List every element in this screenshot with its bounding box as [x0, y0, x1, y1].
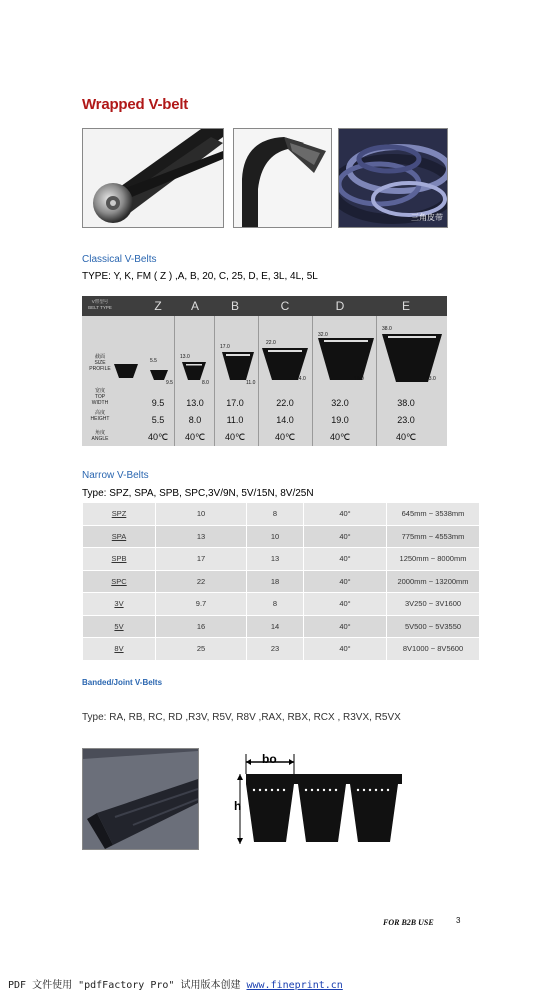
- pulley-belt-photo: [82, 128, 224, 228]
- table-row: [83, 593, 480, 616]
- banded-type-line: Type: RA, RB, RC, RD ,R3V, R5V, R8V ,RAX, RBX, RCX , R3VX, R5VX: [82, 712, 401, 723]
- top-width-c: 22.0: [276, 398, 294, 408]
- table-cell: 3V250 ~ 3V1600: [387, 593, 480, 616]
- photo-caption: 三角皮带: [411, 213, 443, 222]
- top-width-z: 9.5: [151, 398, 165, 408]
- table-cell: 40°: [304, 638, 387, 661]
- diag-top-b: 17.0: [220, 344, 230, 350]
- angle-z: 40℃: [147, 432, 169, 442]
- diag-side-e: 23.0: [426, 376, 436, 382]
- column-a: A: [190, 299, 199, 313]
- diag-top-z: 5.5: [150, 358, 157, 364]
- column-d: D: [335, 299, 345, 313]
- bo-label: bo: [262, 752, 277, 766]
- top-width-b: 17.0: [226, 398, 244, 408]
- pdf-notice: [8, 976, 343, 991]
- diag-side-d: 19.0: [354, 376, 364, 382]
- table-cell: 10: [156, 503, 247, 526]
- table-cell: 1250mm ~ 8000mm: [387, 548, 480, 571]
- table-cell: 8: [247, 503, 304, 526]
- table-cell: 645mm ~ 3538mm: [387, 503, 480, 526]
- table-row: [83, 548, 480, 571]
- table-cell: 5V: [83, 615, 156, 638]
- row-label-height: 高度 HEIGHT: [90, 410, 110, 422]
- pdf-notice-text: PDF 文件使用 "pdfFactory Pro" 试用版本创建: [8, 980, 247, 991]
- table-row: [83, 570, 480, 593]
- table-row: [83, 638, 480, 661]
- table-row: [83, 503, 480, 526]
- height-z: 5.5: [151, 415, 165, 425]
- banded-belt-photo: [82, 748, 199, 850]
- diag-top-d: 32.0: [318, 332, 328, 338]
- table-cell: SPA: [83, 525, 156, 548]
- top-width-a: 13.0: [186, 398, 204, 408]
- angle-a: 40℃: [184, 432, 206, 442]
- table-cell: 2000mm ~ 13200mm: [387, 570, 480, 593]
- table-cell: 8V1000 ~ 8V5600: [387, 638, 480, 661]
- table-cell: 40°: [304, 570, 387, 593]
- table-row: [83, 525, 480, 548]
- table-cell: SPC: [83, 570, 156, 593]
- column-e: E: [401, 299, 410, 313]
- diag-side-c: 14.0: [296, 376, 306, 382]
- classical-type-line: TYPE: Y, K, FM ( Z ) ,A, B, 20, C, 25, D, E, 3L, 4L, 5L: [82, 271, 318, 282]
- table-cell: 8: [247, 593, 304, 616]
- table-cell: 40°: [304, 548, 387, 571]
- diag-top-a: 13.0: [180, 354, 190, 360]
- h-label: h: [234, 799, 242, 813]
- narrow-table: [82, 502, 480, 661]
- pdf-notice-link[interactable]: www.fineprint.cn: [246, 980, 343, 991]
- table-cell: SPZ: [83, 503, 156, 526]
- belt-cross-section-illustration: [234, 129, 331, 227]
- table-cell: 9.7: [156, 593, 247, 616]
- angle-c: 40℃: [274, 432, 296, 442]
- top-width-e: 38.0: [397, 398, 415, 408]
- belt-type-header: V带型号 BELT TYPE: [88, 299, 112, 310]
- table-cell: 40°: [304, 503, 387, 526]
- diag-side-z: 9.5: [166, 380, 173, 386]
- table-cell: 18: [247, 570, 304, 593]
- table-cell: 40°: [304, 615, 387, 638]
- pulley-belt-illustration: [83, 129, 223, 227]
- banded-heading: Banded/Joint V-Belts: [82, 678, 163, 687]
- table-cell: 8V: [83, 638, 156, 661]
- table-cell: 14: [247, 615, 304, 638]
- table-cell: 40°: [304, 593, 387, 616]
- table-cell: 17: [156, 548, 247, 571]
- banded-belt-illustration: [83, 749, 198, 849]
- table-cell: 22: [156, 570, 247, 593]
- diag-top-c: 22.0: [266, 340, 276, 346]
- angle-b: 40℃: [224, 432, 246, 442]
- table-cell: 13: [156, 525, 247, 548]
- table-cell: 13: [247, 548, 304, 571]
- table-cell: 3V: [83, 593, 156, 616]
- diag-top-e: 38.0: [382, 326, 392, 332]
- footer-text: FOR B2B USE: [383, 918, 434, 927]
- row-label-size: 截面 SIZE PROFILE: [89, 354, 111, 372]
- table-row: [83, 615, 480, 638]
- table-cell: 10: [247, 525, 304, 548]
- banded-profile-diagram: [234, 752, 406, 848]
- table-cell: SPB: [83, 548, 156, 571]
- column-b: B: [230, 299, 239, 313]
- column-c: C: [280, 299, 290, 313]
- row-label-angle: 角度 ANGLE: [91, 430, 109, 442]
- angle-e: 40℃: [395, 432, 417, 442]
- table-cell: 16: [156, 615, 247, 638]
- diag-side-b: 11.0: [246, 380, 256, 386]
- belts-stack-photo: [338, 128, 448, 228]
- angle-d: 40℃: [329, 432, 351, 442]
- height-c: 14.0: [276, 415, 294, 425]
- belt-section-photo: [233, 128, 332, 228]
- classical-heading: Classical V-Belts: [82, 254, 157, 265]
- table-cell: 23: [247, 638, 304, 661]
- page-number: 3: [456, 916, 461, 925]
- column-z: Z: [154, 299, 162, 313]
- table-cell: 5V500 ~ 5V3550: [387, 615, 480, 638]
- table-cell: 775mm ~ 4553mm: [387, 525, 480, 548]
- page-title: Wrapped V-belt: [82, 96, 189, 113]
- height-e: 23.0: [397, 415, 415, 425]
- narrow-type-line: Type: SPZ, SPA, SPB, SPC,3V/9N, 5V/15N, 8V/25N: [82, 488, 314, 499]
- height-d: 19.0: [331, 415, 349, 425]
- row-label-width: 宽度 TOP WIDTH: [91, 388, 109, 406]
- top-width-d: 32.0: [331, 398, 349, 408]
- classical-table: [82, 296, 447, 446]
- narrow-heading: Narrow V-Belts: [82, 470, 149, 481]
- table-cell: 25: [156, 638, 247, 661]
- diag-side-a: 8.0: [202, 380, 209, 386]
- table-cell: 40°: [304, 525, 387, 548]
- height-a: 8.0: [188, 415, 202, 425]
- height-b: 11.0: [226, 415, 244, 425]
